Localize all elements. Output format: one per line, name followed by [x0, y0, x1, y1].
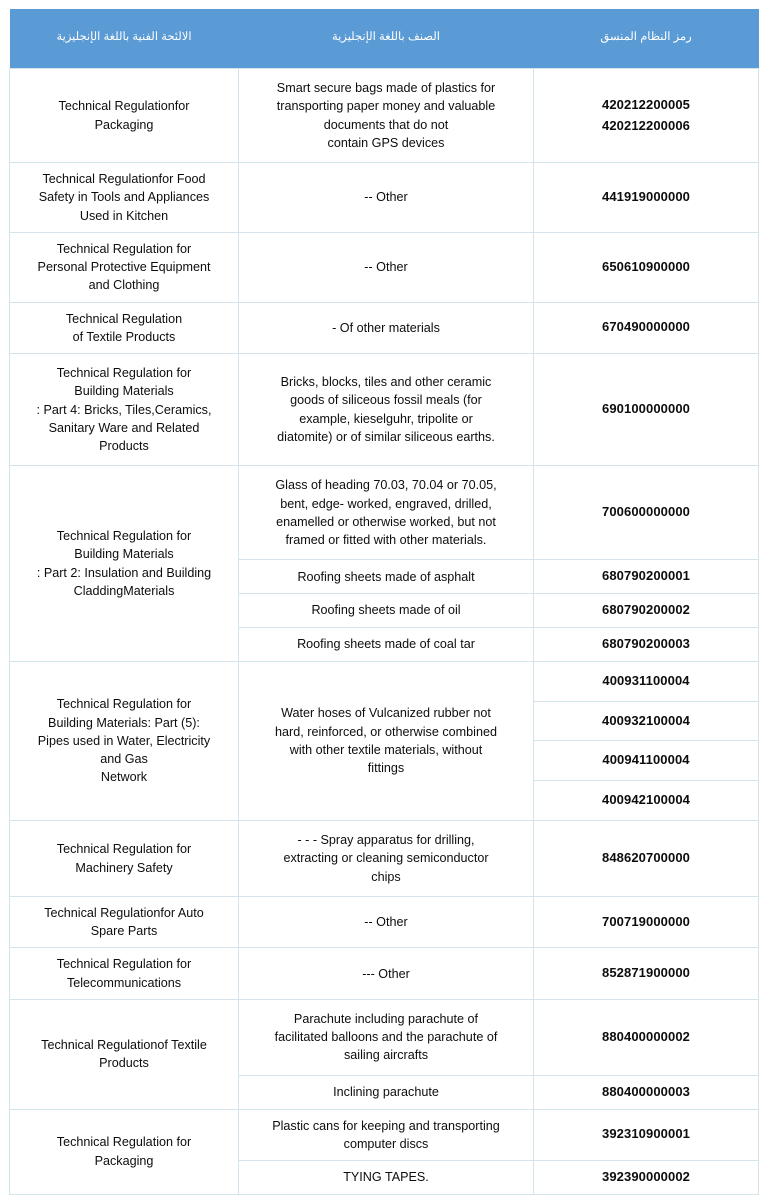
item-description-line: - - - Spray apparatus for drilling,: [297, 833, 475, 848]
regulation-name-line: Spare Parts: [90, 924, 158, 939]
cell-hs-code: [534, 999, 759, 1075]
cell-regulation-name: [10, 821, 239, 897]
item-description-line: diatomite) or of similar siliceous earths.: [277, 429, 495, 444]
cell-hs-code: [534, 896, 759, 948]
cell-regulation-name: [10, 1109, 239, 1194]
regulation-name-line: Technical Regulationof Textile: [41, 1037, 207, 1052]
table-row: [10, 948, 759, 1000]
item-description-line: contain GPS devices: [327, 135, 445, 150]
cell-hs-code: [534, 560, 759, 594]
regulation-name-line: Used in Kitchen: [79, 208, 169, 223]
hs-code-value: 700600000000: [602, 504, 690, 520]
regulation-name-line: and Clothing: [88, 278, 160, 293]
table-row: [10, 163, 759, 233]
table-row: [10, 896, 759, 948]
hs-code-value: 400932100004: [602, 712, 690, 728]
regulation-name-line: Technical Regulation for: [56, 957, 192, 972]
cell-regulation-name: [10, 896, 239, 948]
item-description-line: Smart secure bags made of plastics for: [276, 81, 496, 95]
regulation-name-line: Building Materials: Part (5):: [48, 715, 200, 730]
cell-hs-code: [534, 232, 759, 302]
hs-code-value: 400931100004: [602, 672, 690, 688]
regulation-name-line: of Textile Products: [72, 329, 176, 344]
regulation-name-line: Technical Regulation: [65, 311, 183, 326]
cell-item-description: [239, 1161, 534, 1195]
item-description-line: Roofing sheets made of oil: [311, 603, 461, 618]
item-description-line: Glass of heading 70.03, 70.04 or 70.05,: [275, 478, 497, 493]
cell-hs-code: [534, 466, 759, 560]
table-row: [10, 466, 759, 560]
regulation-name-line: Network: [100, 770, 148, 785]
hs-code-value: 690100000000: [602, 401, 690, 417]
cell-hs-code: [534, 741, 759, 781]
hs-code-value: 852871900000: [602, 965, 690, 981]
hs-code-value: 400942100004: [602, 792, 690, 808]
table-row: [10, 69, 759, 163]
item-description-line: Roofing sheets made of coal tar: [297, 637, 475, 652]
table-row: [10, 821, 759, 897]
hs-code-value: 420212200006: [602, 117, 690, 133]
item-description-line: bent, edge- worked, engraved, drilled,: [280, 496, 492, 511]
hs-code-value: 670490000000: [602, 319, 690, 335]
cell-hs-code: [534, 627, 759, 661]
hs-code-value: 680790200002: [602, 602, 690, 618]
hs-code-value: 848620700000: [602, 850, 690, 866]
regulation-name-line: Sanitary Ware and Related: [48, 420, 200, 435]
cell-item-description: [239, 560, 534, 594]
item-description-line: transporting paper money and valuable: [276, 99, 496, 114]
table-body: [10, 69, 759, 1195]
hs-code-value: 441919000000: [602, 188, 690, 204]
column-header-item-description: الصنف باللغة الإنجليزية: [239, 9, 534, 69]
table-row: [10, 661, 759, 701]
cell-item-description: [239, 302, 534, 354]
regulation-name-line: Technical Regulation for: [56, 697, 192, 712]
item-description-line: example, kieselguhr, tripolite or: [299, 411, 473, 426]
regulation-name-line: Technical Regulation for: [56, 366, 192, 380]
regulation-name-line: Technical Regulationfor Auto: [44, 905, 204, 920]
column-header-regulation-name: الالئحة الفنية باللغة الإنجليزية: [10, 9, 239, 69]
regulation-name-line: and Gas: [100, 752, 148, 767]
hs-code-value: 392390000002: [602, 1169, 690, 1184]
cell-regulation-name: [10, 466, 239, 662]
cell-hs-code: [534, 69, 759, 163]
hs-code-value: 700719000000: [602, 913, 690, 929]
regulation-name-line: Packaging: [94, 1153, 154, 1168]
item-description-line: Water hoses of Vulcanized rubber not: [281, 706, 491, 721]
cell-item-description: [239, 661, 534, 820]
item-description-line: Bricks, blocks, tiles and other ceramic: [280, 375, 492, 390]
cell-item-description: [239, 594, 534, 628]
cell-regulation-name: [10, 163, 239, 233]
item-description-line: Parachute including parachute of: [293, 1011, 479, 1026]
cell-item-description: [239, 999, 534, 1075]
item-description-line: --- Other: [362, 966, 410, 981]
hs-code-value: 392310900001: [602, 1126, 690, 1142]
item-description-line: documents that do not: [323, 117, 449, 132]
cell-regulation-name: [10, 302, 239, 354]
item-description-line: -- Other: [364, 260, 408, 274]
cell-hs-code: [534, 948, 759, 1000]
cell-item-description: [239, 627, 534, 661]
table-row: [10, 999, 759, 1075]
item-description-line: framed or fitted with other materials.: [285, 533, 487, 547]
cell-hs-code: [534, 1075, 759, 1109]
cell-item-description: [239, 948, 534, 1000]
table-row: [10, 232, 759, 302]
cell-hs-code: [534, 821, 759, 897]
regulation-name-line: Technical Regulation for: [56, 1135, 192, 1150]
cell-regulation-name: [10, 661, 239, 820]
regulation-name-line: Safety in Tools and Appliances: [38, 190, 210, 205]
regulation-name-line: Packaging: [94, 117, 154, 132]
cell-regulation-name: [10, 69, 239, 163]
item-description-line: hard, reinforced, or otherwise combined: [275, 724, 497, 739]
item-description-line: sailing aircrafts: [344, 1048, 428, 1063]
hs-code-value: 880400000003: [602, 1083, 690, 1099]
cell-regulation-name: [10, 999, 239, 1109]
regulation-name-line: : Part 4: Bricks, Tiles,Ceramics,: [36, 402, 212, 417]
regulation-name-line: Building Materials: [74, 547, 174, 562]
item-description-line: extracting or cleaning semiconductor: [283, 851, 489, 866]
regulation-name-line: Machinery Safety: [75, 860, 173, 875]
regulation-name-line: Products: [99, 439, 149, 453]
hs-code-value: 680790200001: [602, 568, 690, 584]
item-description-line: Inclining parachute: [333, 1084, 439, 1099]
regulation-name-line: Pipes used in Water, Electricity: [37, 733, 211, 748]
header-row: [10, 9, 759, 69]
item-description-line: enamelled or otherwise worked, but not: [276, 514, 496, 529]
cell-hs-code: [534, 302, 759, 354]
hs-code-value: 420212200005: [602, 96, 690, 112]
item-description-line: Plastic cans for keeping and transporting: [272, 1118, 500, 1133]
item-description-line: -- Other: [364, 190, 408, 205]
cell-hs-code: [534, 354, 759, 466]
item-description-line: chips: [371, 869, 401, 884]
cell-regulation-name: [10, 354, 239, 466]
item-description-line: TYING TAPES.: [343, 1170, 429, 1185]
cell-hs-code: [534, 163, 759, 233]
cell-item-description: [239, 69, 534, 163]
table-header: [10, 9, 759, 69]
cell-hs-code: [534, 661, 759, 701]
item-description-line: fittings: [367, 761, 405, 776]
cell-hs-code: [534, 701, 759, 741]
cell-hs-code: [534, 594, 759, 628]
cell-item-description: [239, 466, 534, 560]
regulation-name-line: Personal Protective Equipment: [37, 260, 211, 274]
cell-hs-code: [534, 781, 759, 821]
regulation-name-line: Products: [99, 1056, 149, 1071]
item-description-line: facilitated balloons and the parachute of: [274, 1030, 498, 1045]
hs-code-value: 880400000002: [602, 1028, 690, 1044]
item-description-line: goods of siliceous fossil meals (for: [290, 393, 482, 408]
cell-item-description: [239, 896, 534, 948]
technical-regulations-table: [9, 9, 759, 1195]
item-description-line: - Of other materials: [332, 320, 440, 335]
regulation-name-line: Technical Regulation for: [56, 529, 192, 544]
cell-item-description: [239, 354, 534, 466]
regulation-name-line: Technical Regulation for: [56, 241, 192, 256]
cell-item-description: [239, 163, 534, 233]
column-header-hs-code: رمز النظام المنسق: [534, 9, 759, 69]
cell-item-description: [239, 821, 534, 897]
regulation-name-line: Telecommunications: [66, 975, 182, 990]
cell-item-description: [239, 1075, 534, 1109]
cell-item-description: [239, 232, 534, 302]
item-description-line: computer discs: [343, 1136, 429, 1151]
item-description-line: with other textile materials, without: [289, 742, 483, 757]
regulation-name-line: Technical Regulationfor Food: [42, 172, 206, 186]
item-description-line: Roofing sheets made of asphalt: [297, 569, 475, 584]
hs-code-value: 400941100004: [602, 752, 690, 768]
hs-code-value: 650610900000: [602, 258, 690, 274]
regulation-name-line: Building Materials: [74, 384, 174, 399]
cell-regulation-name: [10, 948, 239, 1000]
regulation-name-line: : Part 2: Insulation and Building: [36, 565, 212, 580]
table-row: [10, 354, 759, 466]
table-row: [10, 302, 759, 354]
hs-code-value: 680790200003: [602, 635, 690, 651]
item-description-line: -- Other: [364, 915, 408, 930]
cell-regulation-name: [10, 232, 239, 302]
regulation-name-line: Technical Regulationfor: [58, 99, 190, 114]
cell-hs-code: [534, 1161, 759, 1195]
regulation-name-line: Technical Regulation for: [56, 842, 192, 857]
regulation-name-line: CladdingMaterials: [73, 583, 175, 598]
